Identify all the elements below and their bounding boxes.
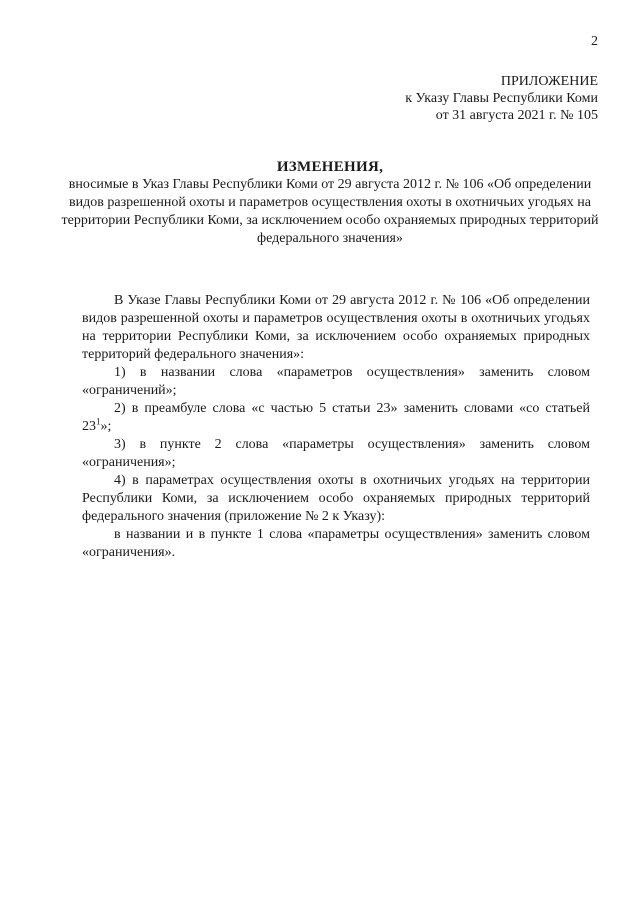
page-number: 2 (591, 34, 598, 49)
article-superscript: 1 (96, 416, 101, 427)
intro-paragraph: В Указе Главы Республики Коми от 29 августа 2012 г. № 106 «Об определении видов разрешенной охоты и параметров осуществления охоты в охотничьих угодьях на территории Республики Коми, за исключением особо охраняемых природных территорий федерального значения»: (82, 293, 590, 362)
amendment-item-2-end: »; (100, 419, 112, 434)
amendment-item-3: 3) в пункте 2 слова «параметры осуществления» заменить словом «ограничения»; (82, 437, 590, 470)
amendment-item-2 (82, 400, 590, 436)
amendment-item-4: 4) в параметрах осуществления охоты в охотничьих угодьях на территории Республики Коми, за исключением особо охраняемых природных территорий федерального значения (приложение № 2 к Указу): (82, 473, 590, 524)
appendix-block (405, 73, 598, 124)
amendment-item-4-subitem: в названии и в пункте 1 слова «параметры осуществления» заменить словом «ограничения». (82, 527, 590, 560)
amendment-item-2-text: 2) в преамбуле слова «с частью 5 статьи 23» заменить словами «со статьей 23 (82, 401, 590, 434)
appendix-decree-date: от 31 августа 2021 г. № 105 (435, 108, 598, 123)
document-heading (60, 158, 600, 248)
appendix-title: ПРИЛОЖЕНИЕ (500, 74, 598, 89)
amendment-item-1: 1) в названии слова «параметров осуществления» заменить словом «ограничений»; (82, 365, 590, 398)
document-title: ИЗМЕНЕНИЯ, (276, 159, 384, 175)
appendix-decree-reference: к Указу Главы Республики Коми (405, 91, 598, 106)
document-subtitle: вносимые в Указ Главы Республики Коми от 29 августа 2012 г. № 106 «Об определении видов разрешенной охоты и параметров осуществления охоты в охотничьих угодьях на территории Республики Коми, за исключением особо охраняемых природных территорий федерального значения» (61, 177, 599, 246)
document-body (82, 292, 590, 562)
